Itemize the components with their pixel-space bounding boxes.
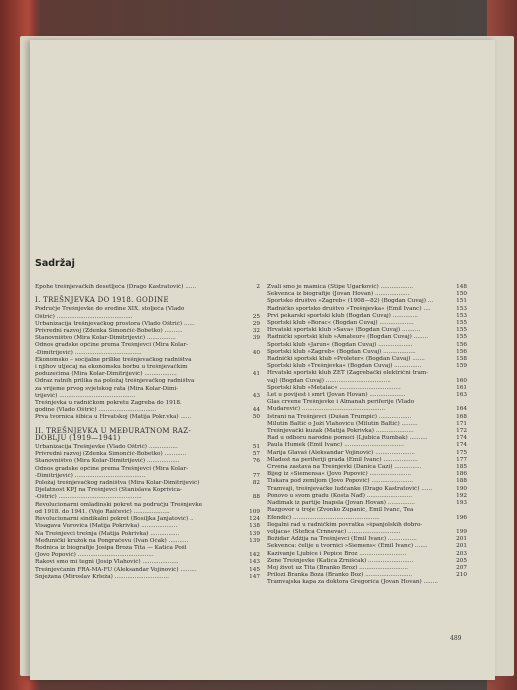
toc-entry <box>35 516 260 523</box>
toc-entry <box>35 531 260 538</box>
toc-entry-title: voljaca« (Štefica Crnnevac) ............................. <box>267 528 401 535</box>
toc-entry-title: Milutin Baltić o Joži Vlahoviću (Milutin Baltić) ......... <box>267 420 418 427</box>
toc-entry-title: Rad u odboru narodne pomoći (Ljubica Rumbak) .......... <box>267 435 428 442</box>
toc-entry <box>267 450 467 457</box>
toc-entry <box>267 464 467 471</box>
toc-entry-title: Revolucionarni sindikalni pokret (Bosiljka Janjatović) .. <box>35 516 194 523</box>
toc-entry-title: Mudarević) .............................................. <box>267 406 386 413</box>
toc-entry-title: Božidar Adžija na Trešnjevci (Emil Ivanc) ................ <box>267 536 417 543</box>
toc-entry-title: Međunički kružok na Pongračevu (Ivan Očak) ........... <box>35 537 189 544</box>
toc-entry-title: Na Trešnjevci trešnja (Matija Pokrivka) ................ <box>35 530 180 537</box>
toc-entry-title: Položaj trešnjevačkog radništva (Mira Kolar-Dimitrijević) <box>35 480 200 487</box>
toc-entry <box>35 407 260 414</box>
toc-entry-page: 57 <box>252 451 260 458</box>
toc-entry <box>267 320 467 327</box>
toc-entry-page: 145 <box>249 566 260 573</box>
toc-entry-page: 164 <box>456 406 467 413</box>
toc-entry <box>267 428 467 435</box>
toc-entry <box>35 487 260 494</box>
toc-entry <box>35 400 260 407</box>
toc-entry <box>35 538 260 545</box>
toc-entry-title: Crvena zastava na Trešnjevki (Danica Čazi) ............... <box>267 464 422 471</box>
toc-entry-page: 153 <box>456 305 467 312</box>
toc-entry <box>35 393 260 400</box>
toc-entry <box>267 298 467 305</box>
toc-entry-title: Ilegalni rad u radničkim povratka »španjolskih dobro- <box>267 521 423 528</box>
toc-entry <box>267 349 467 356</box>
toc-entry-page: 156 <box>456 348 467 355</box>
toc-entry-title: Let u povijest i smrt (Jovan Hovan) .................... <box>267 392 406 399</box>
toc-entry-title: Sportski klub »Borac« (Bogdan Cuvaj) ................... <box>267 320 414 327</box>
toc-entry-page: 139 <box>249 530 260 537</box>
toc-entry <box>35 545 260 552</box>
toc-entry <box>267 500 467 507</box>
toc-entry-page: 155 <box>456 334 467 341</box>
toc-entry-page: 158 <box>456 356 467 363</box>
toc-entry-title: Marija Glavaš (Aleksandar Vojinović) ...................... <box>267 449 415 456</box>
toc-entry-title: Visagava Vurovića (Matija Pokrivka) .................... <box>35 523 178 530</box>
toc-entry-title: Paula Humek (Emil Ivanc) ................................. <box>267 442 404 449</box>
toc-entry-title: Trešnjevčanin FRA-MA-FU (Aleksandar Vojinović) ......... <box>35 566 197 573</box>
toc-entry <box>267 306 467 313</box>
toc-entry <box>35 335 260 342</box>
toc-entry <box>267 334 467 341</box>
toc-entry-page: 171 <box>456 420 467 427</box>
toc-entry-title: Nadimak iz partije Inapsla (Jovan Hovan) ............... <box>267 500 415 507</box>
toc-entry-page: 155 <box>456 327 467 334</box>
toc-entry <box>267 363 467 370</box>
toc-entry-page: 40 <box>252 349 260 356</box>
toc-entry-page: 185 <box>456 464 467 471</box>
toc-entry-title: Revolucionarni omladinski pokret na području Trešnjevke <box>35 501 203 508</box>
toc-entry-title: Ponovo u svom gradu (Kosta Nađ) ......................... <box>267 492 413 499</box>
toc-entry-page: 151 <box>456 298 467 305</box>
toc-entry-title: Žene Trešnjevke (Katica Zrnišćak) ......................... <box>267 557 414 564</box>
toc-entry-title: Prva tvornica šibica u Hrvatskoj (Matija Pokr.vka) ...... <box>35 414 192 421</box>
toc-entry-page: 88 <box>252 494 260 501</box>
toc-entry <box>35 559 260 566</box>
toc-entry-page: 139 <box>249 537 260 544</box>
toc-entry <box>267 565 467 572</box>
toc-entry-page: 76 <box>252 458 260 465</box>
toc-entry-page: 41 <box>252 371 260 378</box>
toc-entry-title: -Oštrić) .............................................. <box>35 494 142 501</box>
toc-entry-title: Sekvenca: čelije u tvornici »Siemens« (Emil Ivanc) ....... <box>267 543 428 550</box>
toc-entry-page: 161 <box>456 384 467 391</box>
toc-entry <box>267 356 467 363</box>
contents-page <box>30 40 495 680</box>
toc-entry-page: 155 <box>456 320 467 327</box>
toc-entry-page: 124 <box>249 516 260 523</box>
toc-entry <box>267 551 467 558</box>
toc-entry-title: Radnički sportski klub »Amateur« (Bogdan Cuvaj) ........ <box>267 334 429 341</box>
toc-entry-page: 156 <box>456 341 467 348</box>
toc-entry-title: trijević) .......................................... <box>35 392 136 399</box>
toc-entry <box>267 471 467 478</box>
toc-entry-title: Snježana (Miroslav Krleža) .............................. <box>35 573 169 580</box>
toc-entry <box>267 529 467 536</box>
toc-entry-page: 51 <box>252 444 260 451</box>
toc-entry <box>267 327 467 334</box>
toc-entry-page: 210 <box>456 572 467 579</box>
toc-entry-page: 147 <box>249 573 260 580</box>
toc-entry-title: Efendić) ................................................ <box>267 514 380 521</box>
toc-entry <box>267 579 467 586</box>
toc-entry <box>267 486 467 493</box>
toc-entry <box>267 378 467 385</box>
toc-entry-page: 174 <box>456 442 467 449</box>
toc-entry-page: 50 <box>252 414 260 421</box>
toc-entry <box>35 386 260 393</box>
toc-entry-page: 77 <box>252 472 260 479</box>
toc-entry <box>267 493 467 500</box>
toc-entry <box>267 536 467 543</box>
toc-entry <box>35 494 260 501</box>
toc-entry-title: Stanovništvo (Mira Kolar-Dimitrijević) .................. <box>35 458 180 465</box>
toc-entry-page: 193 <box>456 500 467 507</box>
toc-entry-page: 188 <box>456 478 467 485</box>
toc-entry-page: 186 <box>456 471 467 478</box>
toc-entry <box>267 370 467 377</box>
toc-entry-title: Radnički sportski klub »Proleter« (Bogdan Cuvaj) ....... <box>267 356 425 363</box>
toc-entry-page: 25 <box>252 313 260 320</box>
toc-entry <box>267 572 467 579</box>
left-column <box>35 284 260 581</box>
toc-entry-title: Sekvenca iz biografije (Jovan Hovan) ................... <box>267 291 410 298</box>
toc-entry-title: Sportski klub »Metalac« .................................. <box>267 384 401 391</box>
toc-entry-page: 201 <box>456 543 467 550</box>
toc-entry-page: 192 <box>456 492 467 499</box>
toc-entry-title: Privredni razvoj (Zdenka Šimončić-Bobetko) .......... <box>35 328 183 335</box>
toc-entry-page: 32 <box>252 328 260 335</box>
toc-entry <box>35 466 260 473</box>
toc-entry-title: Stanovništvo (Mira Kolar-Dimitrijević) ................ <box>35 335 176 342</box>
toc-entry-page: 163 <box>456 392 467 399</box>
toc-entry-title: Mladost na periferiji grada (Emil Ivanc) ................... <box>267 456 418 463</box>
toc-entry-page: 2 <box>256 284 260 290</box>
toc-entry-title: Područje Trešnjevke do sredine XIX. stoljeća (Vlado <box>35 306 185 313</box>
toc-entry-title: godine (Vlado Oštrić) ................................ <box>35 407 157 414</box>
toc-entry-title: Prvi pekarski sportski klub (Bogdan Cuvaj) .............. <box>267 312 418 319</box>
toc-entry <box>267 284 467 291</box>
toc-entry-title: -Dimitrijević) ..................................... <box>35 349 142 356</box>
toc-entry <box>267 342 467 349</box>
toc-entry-title: -Dimitrijević) ....................................... <box>35 472 146 479</box>
toc-entry-title: Kazivanje Ljubice i Pepice Broz .......................... <box>267 550 407 557</box>
toc-entry-page: 143 <box>249 559 260 566</box>
toc-entry-title: Glas crvene Trešnjevke i Almanah periferije (Vlado <box>267 399 415 406</box>
toc-entry <box>267 392 467 399</box>
toc-entry <box>35 350 260 357</box>
toc-entry-page: 159 <box>456 363 467 370</box>
toc-entry-page: 174 <box>456 435 467 442</box>
toc-entry <box>267 421 467 428</box>
toc-entry-title: Urbanizacija Trešnjevke (Vlado Oštrić) ................ <box>35 444 178 451</box>
toc-entry <box>35 509 260 516</box>
toc-entry-page: 168 <box>456 413 467 420</box>
toc-entry <box>35 306 260 313</box>
toc-entry-title: i njihov utjecaj na ekonomsku borbu u trešnjevačkim <box>35 364 188 371</box>
toc-entry-page: 153 <box>456 312 467 319</box>
page-number: 489 <box>450 635 462 642</box>
toc-entry-title: Ekonomsko – socijalne prilike trešnjevačkog radništva <box>35 356 192 363</box>
toc-entry <box>267 435 467 442</box>
toc-entry-page: 207 <box>456 564 467 571</box>
toc-entry <box>35 328 260 335</box>
toc-entry-page: 29 <box>252 320 260 327</box>
toc-entry-title: Epohe trešnjevačkih desetljeća (Drago Kastratović) ...... <box>35 284 197 290</box>
toc-entry <box>35 473 260 480</box>
toc-entry-title: Tiskara pod zemljom (Jovo Popović) ....................... <box>267 478 414 485</box>
toc-entry-title: Sportski klub »Jarun« (Bogdan Cuvaj) ................... <box>267 341 413 348</box>
page-title: Sadržaj <box>35 258 75 269</box>
toc-entry <box>267 406 467 413</box>
toc-entry <box>35 371 260 378</box>
toc-entry <box>35 414 260 421</box>
toc-entry-title: Trešnjevački kuzak (Matija Pokrivka) ..................... <box>267 428 414 435</box>
toc-entry <box>35 502 260 509</box>
toc-entry <box>35 552 260 559</box>
toc-entry <box>35 342 260 349</box>
toc-entry-page: 196 <box>456 514 467 521</box>
toc-entry-page: 177 <box>456 456 467 463</box>
toc-entry <box>35 284 260 291</box>
toc-entry <box>267 313 467 320</box>
toc-entry-title: Urbanizacija trešnjevačkog prostora (Vlado Oštrić) ...... <box>35 320 195 327</box>
toc-entry-title: od 1918. do 1941. (Vojo Raičević) .................... <box>35 508 170 515</box>
toc-entry-page: 44 <box>252 407 260 414</box>
toc-entry <box>267 522 467 529</box>
toc-entry-title: Tramvaji, trešnjevačke ludčanke (Drago Kastratović) ...... <box>267 485 433 492</box>
toc-entry-title: Sportski klub »Zagreb« (Bogdan Cuvaj) .................. <box>267 348 416 355</box>
toc-entry-page: 82 <box>252 480 260 487</box>
toc-entry <box>35 444 260 451</box>
toc-entry <box>35 321 260 328</box>
toc-entry <box>35 458 260 465</box>
toc-entry-title: Rodnica iz biografije Josipa Broza Tita — Katica Pošl <box>35 544 187 551</box>
toc-entry-page: 205 <box>456 557 467 564</box>
toc-entry <box>35 523 260 530</box>
section-heading: II. TREŠNJEVKA U MEĐURATNOM RAZ- DOBLJU (1919—1941) <box>35 426 192 442</box>
toc-entry <box>35 364 260 371</box>
toc-entry-title: Sportski klub »Trešnjevka« (Bogdan Cuvaj) ............... <box>267 363 422 370</box>
toc-entry-page: 201 <box>456 536 467 543</box>
toc-entry-title: Zvali smo je mamica (Stipe Ugarković) .................. <box>267 284 414 290</box>
toc-entry-title: Sportsko društvo »Zagreb« (1908—82) (Bogdan Cuvaj) ... <box>267 298 434 305</box>
toc-entry <box>35 378 260 385</box>
toc-entry <box>267 457 467 464</box>
toc-entry-page: 199 <box>456 528 467 535</box>
toc-entry-title: Prilozi Branka Boza (Branko Boz) .......................... <box>267 572 413 579</box>
toc-entry-page: 203 <box>456 550 467 557</box>
toc-entry-title: Hrvatski sportski klub ZET (Zagrebački električni tram- <box>267 370 429 377</box>
toc-entry-title: Radničko sportsko društvo »Trešnjevka« (Emil Ivanc) .... <box>267 305 431 312</box>
toc-entry-page: 172 <box>456 428 467 435</box>
toc-entry <box>35 574 260 581</box>
toc-entry-title: Razgovor u troje (Zvonko Županić, Emil Ivanc, Tea <box>267 507 414 514</box>
toc-entry-title: Odnos gradske općine prema Trešnjevci (Mira Kolar- <box>35 342 189 349</box>
toc-entry-page: 148 <box>456 284 467 290</box>
toc-entry-title: (Jovo Popović) .......................................... <box>35 552 154 559</box>
toc-entry-page: 142 <box>249 552 260 559</box>
toc-entry-title: Moj život uz Tita (Branko Broz) ........................... <box>267 564 408 571</box>
toc-entry-page: 43 <box>252 392 260 399</box>
toc-entry-page: 39 <box>252 335 260 342</box>
toc-entry <box>267 399 467 406</box>
toc-entry <box>267 507 467 514</box>
toc-entry <box>267 291 467 298</box>
toc-entry-title: za vrijeme prvog svjetskog rata (Mira Kolar-Dimi- <box>35 385 179 392</box>
toc-entry-title: Tramvajska kapa za doktora Gregorića (Jovan Hovan) ........ <box>267 579 438 586</box>
toc-entry-title: Djelatnost KPJ na Trešnjevci (Stanislava Koprivica- <box>35 487 182 494</box>
toc-entry-title: Hrvatski sportski klub »Sava« (Bogdan Cuvaj) .......... <box>267 327 421 334</box>
toc-entry-title: Odraz ratnih prilika na položaj trešnjevačkog radništva <box>35 378 195 385</box>
toc-entry <box>35 567 260 574</box>
toc-entry-page: 138 <box>249 523 260 530</box>
toc-entry-page: 109 <box>249 508 260 515</box>
toc-entry <box>35 357 260 364</box>
toc-entry-title: Trešnjevka u radničkom pokretu Zagreba do 1918. <box>35 400 182 407</box>
toc-entry <box>267 385 467 392</box>
toc-entry-title: Rakovi smo mi tegni (Josip Vlahović) .................... <box>35 559 179 566</box>
toc-entry-title: Bijeg iz »Siemensa« (Jovo Popović) ....................... <box>267 471 412 478</box>
toc-entry <box>267 515 467 522</box>
section-heading: I. TREŠNJEVKA DO 1918. GODINE <box>35 296 169 305</box>
toc-entry-title: Odnos gradske općine prema Trešnjevci (Mira Kolar- <box>35 465 189 472</box>
toc-entry <box>267 558 467 565</box>
toc-entry <box>267 543 467 550</box>
toc-entry-page: 175 <box>456 449 467 456</box>
toc-entry <box>267 414 467 421</box>
toc-entry-title: Privredni razvoj (Zdenka Šimončić-Bobetko) ............ <box>35 451 187 458</box>
toc-entry-page: 150 <box>456 291 467 298</box>
toc-entry <box>267 478 467 485</box>
toc-entry <box>35 480 260 487</box>
toc-entry <box>267 442 467 449</box>
toc-entry-page: 160 <box>456 377 467 384</box>
right-column <box>267 284 467 587</box>
toc-entry-title: Oštrić) .......................................... <box>35 313 133 320</box>
toc-entry <box>35 451 260 458</box>
toc-entry <box>35 314 260 321</box>
toc-entry-page: 190 <box>456 485 467 492</box>
toc-entry-title: Istrani na Trešnjevci (Dušan Trumpić) .................. <box>267 413 412 420</box>
toc-entry-title: poduzećima (Mira Kolar-Dimitrijević) .................. <box>35 371 177 378</box>
toc-entry-title: vaj) (Bogdan Cuvaj) .................................... <box>267 377 391 384</box>
